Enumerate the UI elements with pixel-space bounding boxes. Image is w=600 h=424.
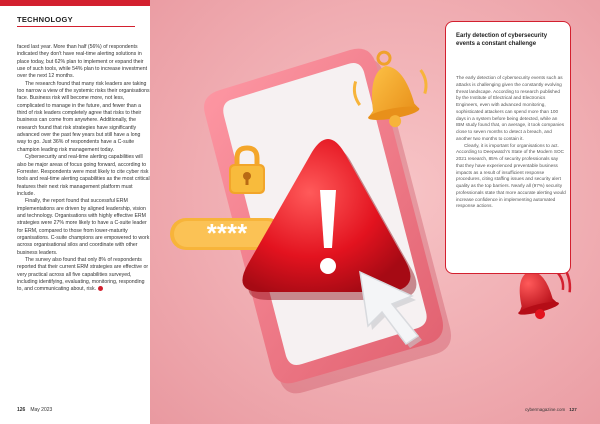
password-mask: **** bbox=[206, 218, 248, 248]
section-rule bbox=[17, 26, 135, 27]
accent-bar bbox=[0, 0, 150, 6]
issue-date: May 2023 bbox=[30, 407, 53, 413]
article-paragraph: Cybersecurity and real-time alerting capabilities will also be major areas of focus going forward, according to Forrester. Respondents were most likely to cite cyber risk tools and real-time alerting capabilities as the most critical features their next risk management platform must include. bbox=[17, 154, 150, 197]
section-title: TECHNOLOGY bbox=[17, 15, 73, 24]
article-paragraph: faced last year. More than half (56%) of respondents indicated they don't have real-time alerting solutions in place today, but 62% plan to implement or expand their use of such tools, while 54% plan to increase investment over the next 12 months. bbox=[17, 44, 148, 80]
left-page bbox=[0, 0, 150, 424]
page-number-right: 127 bbox=[569, 407, 577, 412]
site-name: cybermagazine.com bbox=[525, 407, 566, 412]
sidebar-callout bbox=[445, 21, 571, 274]
callout-body bbox=[456, 75, 566, 210]
callout-title: Early detection of cybersecurity events a constant challenge bbox=[456, 33, 548, 47]
article-paragraph: The research found that many risk leaders are taking too narrow a view of the systemic risks their organisations face. Business risk will become more, not less, complicated to manage in the future, and fewer than a third of risk leaders completely agree that risks to their business can come from anywhere. Additionally, the research found that risk strategies have significantly advanced over the past few years but still have a long way to go. Just 36% of respondents have a C-suite champion leading risk management today. bbox=[17, 80, 150, 153]
page-number-left: 126 bbox=[17, 407, 26, 413]
article-body bbox=[17, 44, 151, 294]
callout-paragraph: The early detection of cybersecurity events such as attacks is challenging given the constantly evolving threat landscape. According to research published by the Institute of Electrical and Electronics Engineers, even with advanced monitoring, sophisticated attackers can spend more than 100 days in a system before being detected, while an IBM study found that, on average, it took companies close to seven months to detect a breach, and another two months to contain it. bbox=[456, 75, 565, 141]
callout-paragraph: Clearly, it is important for organisations to act. According to Deepwatch's State of the Modern SOC 2021 research, 85% of security professionals say that they have experienced preventable business impacts as a result of insufficient response procedures, citing staffing issues and security alert quality as the top barriers. Nearly all (97%) security professionals state that more accurate alerting would increase confidence in implementing automated response actions. bbox=[456, 142, 566, 209]
article-paragraph-text: The survey also found that only 8% of respondents reported that their current ERM strategies are effective or very practical across all five capabilities surveyed, including identifying, evaluating, monitoring, responding to, and communicating about, risk. bbox=[17, 256, 149, 293]
article-paragraph: Finally, the report found that successful ERM implementations are driven by aligned leadership, vision and technology. Organisations with highly effective ERM strategies were 27% more likely to have a C-suite leader for ERM, compared to those from lower-maturity organisations. C-suite champions are empowered to work across organisational silos and coordinate with other business leaders. bbox=[17, 198, 150, 256]
end-mark-icon bbox=[98, 286, 103, 291]
article-paragraph-last bbox=[17, 257, 151, 294]
footer-left bbox=[17, 407, 52, 413]
footer-right bbox=[525, 407, 577, 412]
